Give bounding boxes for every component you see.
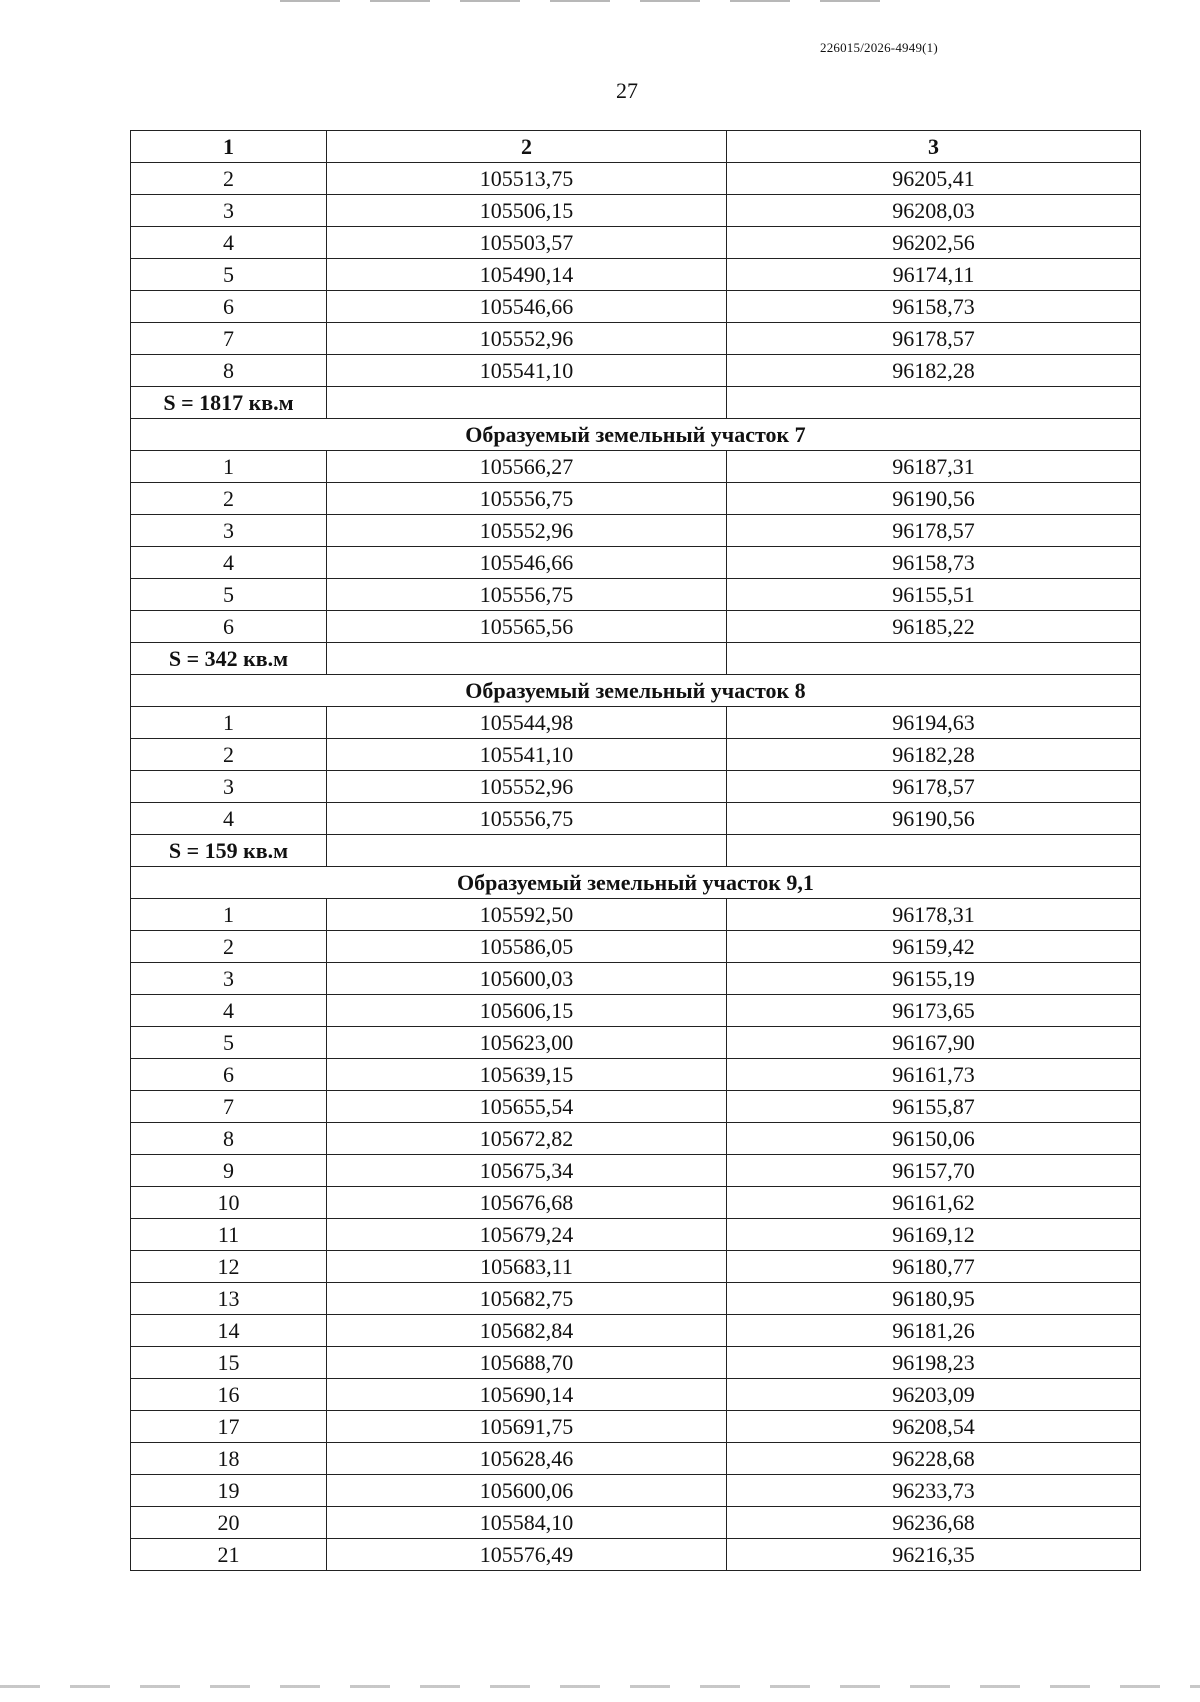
- table-row: [131, 483, 1141, 515]
- table-row: [131, 1091, 1141, 1123]
- point-number-cell: 5: [131, 1027, 327, 1059]
- table-row: [131, 1347, 1141, 1379]
- point-number-cell: 4: [131, 547, 327, 579]
- empty-cell: [327, 643, 727, 675]
- section-heading: Образуемый земельный участок 9,1: [131, 867, 1141, 899]
- table-row: [131, 1187, 1141, 1219]
- empty-cell: [727, 835, 1141, 867]
- x-coordinate-cell: 105565,56: [327, 611, 727, 643]
- y-coordinate-cell: 96185,22: [727, 611, 1141, 643]
- table-row: [131, 899, 1141, 931]
- x-coordinate-cell: 105690,14: [327, 1379, 727, 1411]
- table-row: [131, 1315, 1141, 1347]
- x-coordinate-cell: 105566,27: [327, 451, 727, 483]
- section-heading-row: [131, 867, 1141, 899]
- x-coordinate-cell: 105541,10: [327, 739, 727, 771]
- y-coordinate-cell: 96178,57: [727, 771, 1141, 803]
- point-number-cell: 17: [131, 1411, 327, 1443]
- point-number-cell: 6: [131, 291, 327, 323]
- x-coordinate-cell: 105556,75: [327, 579, 727, 611]
- point-number-cell: 2: [131, 483, 327, 515]
- x-coordinate-cell: 105623,00: [327, 1027, 727, 1059]
- x-coordinate-cell: 105546,66: [327, 291, 727, 323]
- table-row: [131, 771, 1141, 803]
- area-row: [131, 387, 1141, 419]
- table-row: [131, 1155, 1141, 1187]
- x-coordinate-cell: 105600,03: [327, 963, 727, 995]
- y-coordinate-cell: 96203,09: [727, 1379, 1141, 1411]
- x-coordinate-cell: 105541,10: [327, 355, 727, 387]
- y-coordinate-cell: 96233,73: [727, 1475, 1141, 1507]
- point-number-cell: 8: [131, 355, 327, 387]
- x-coordinate-cell: 105672,82: [327, 1123, 727, 1155]
- y-coordinate-cell: 96178,31: [727, 899, 1141, 931]
- area-value-cell: S = 159 кв.м: [131, 835, 327, 867]
- point-number-cell: 5: [131, 259, 327, 291]
- point-number-cell: 8: [131, 1123, 327, 1155]
- coordinates-table: [130, 130, 1141, 1571]
- point-number-cell: 1: [131, 899, 327, 931]
- point-number-cell: 10: [131, 1187, 327, 1219]
- x-coordinate-cell: 105682,75: [327, 1283, 727, 1315]
- table-row: [131, 195, 1141, 227]
- x-coordinate-cell: 105506,15: [327, 195, 727, 227]
- table-row: [131, 1283, 1141, 1315]
- point-number-cell: 4: [131, 227, 327, 259]
- x-coordinate-cell: 105552,96: [327, 515, 727, 547]
- empty-cell: [727, 387, 1141, 419]
- point-number-cell: 19: [131, 1475, 327, 1507]
- section-heading: Образуемый земельный участок 7: [131, 419, 1141, 451]
- y-coordinate-cell: 96173,65: [727, 995, 1141, 1027]
- y-coordinate-cell: 96155,87: [727, 1091, 1141, 1123]
- coordinates-table-body: [131, 131, 1141, 1571]
- table-row: [131, 1411, 1141, 1443]
- point-number-cell: 20: [131, 1507, 327, 1539]
- table-row: [131, 1027, 1141, 1059]
- x-coordinate-cell: 105606,15: [327, 995, 727, 1027]
- table-row: [131, 963, 1141, 995]
- table-row: [131, 515, 1141, 547]
- y-coordinate-cell: 96236,68: [727, 1507, 1141, 1539]
- point-number-cell: 4: [131, 803, 327, 835]
- x-coordinate-cell: 105592,50: [327, 899, 727, 931]
- point-number-cell: 15: [131, 1347, 327, 1379]
- x-coordinate-cell: 105556,75: [327, 483, 727, 515]
- y-coordinate-cell: 96190,56: [727, 803, 1141, 835]
- point-number-cell: 6: [131, 611, 327, 643]
- header-cell-point: 1: [131, 131, 327, 163]
- y-coordinate-cell: 96208,54: [727, 1411, 1141, 1443]
- y-coordinate-cell: 96155,19: [727, 963, 1141, 995]
- y-coordinate-cell: 96182,28: [727, 355, 1141, 387]
- y-coordinate-cell: 96178,57: [727, 515, 1141, 547]
- table-row: [131, 611, 1141, 643]
- x-coordinate-cell: 105691,75: [327, 1411, 727, 1443]
- area-row: [131, 835, 1141, 867]
- table-row: [131, 1219, 1141, 1251]
- y-coordinate-cell: 96158,73: [727, 547, 1141, 579]
- table-row: [131, 1059, 1141, 1091]
- point-number-cell: 3: [131, 771, 327, 803]
- x-coordinate-cell: 105544,98: [327, 707, 727, 739]
- y-coordinate-cell: 96157,70: [727, 1155, 1141, 1187]
- y-coordinate-cell: 96187,31: [727, 451, 1141, 483]
- section-heading-row: [131, 419, 1141, 451]
- x-coordinate-cell: 105688,70: [327, 1347, 727, 1379]
- point-number-cell: 3: [131, 963, 327, 995]
- point-number-cell: 12: [131, 1251, 327, 1283]
- y-coordinate-cell: 96169,12: [727, 1219, 1141, 1251]
- x-coordinate-cell: 105600,06: [327, 1475, 727, 1507]
- x-coordinate-cell: 105676,68: [327, 1187, 727, 1219]
- empty-cell: [327, 387, 727, 419]
- x-coordinate-cell: 105552,96: [327, 771, 727, 803]
- y-coordinate-cell: 96174,11: [727, 259, 1141, 291]
- x-coordinate-cell: 105576,49: [327, 1539, 727, 1571]
- x-coordinate-cell: 105503,57: [327, 227, 727, 259]
- x-coordinate-cell: 105513,75: [327, 163, 727, 195]
- point-number-cell: 13: [131, 1283, 327, 1315]
- point-number-cell: 2: [131, 163, 327, 195]
- table-row: [131, 931, 1141, 963]
- empty-cell: [327, 835, 727, 867]
- area-row: [131, 643, 1141, 675]
- y-coordinate-cell: 96167,90: [727, 1027, 1141, 1059]
- table-row: [131, 451, 1141, 483]
- section-heading: Образуемый земельный участок 8: [131, 675, 1141, 707]
- point-number-cell: 3: [131, 195, 327, 227]
- page-number: 27: [616, 78, 638, 103]
- x-coordinate-cell: 105628,46: [327, 1443, 727, 1475]
- table-header-row: [131, 131, 1141, 163]
- y-coordinate-cell: 96198,23: [727, 1347, 1141, 1379]
- y-coordinate-cell: 96190,56: [727, 483, 1141, 515]
- point-number-cell: 1: [131, 707, 327, 739]
- table-row: [131, 355, 1141, 387]
- table-row: [131, 291, 1141, 323]
- table-row: [131, 163, 1141, 195]
- header-cell-x: 2: [327, 131, 727, 163]
- point-number-cell: 16: [131, 1379, 327, 1411]
- point-number-cell: 11: [131, 1219, 327, 1251]
- table-row: [131, 323, 1141, 355]
- table-row: [131, 1379, 1141, 1411]
- area-value-cell: S = 1817 кв.м: [131, 387, 327, 419]
- table-row: [131, 579, 1141, 611]
- table-row: [131, 1539, 1141, 1571]
- area-value-cell: S = 342 кв.м: [131, 643, 327, 675]
- y-coordinate-cell: 96182,28: [727, 739, 1141, 771]
- table-row: [131, 1443, 1141, 1475]
- point-number-cell: 18: [131, 1443, 327, 1475]
- y-coordinate-cell: 96158,73: [727, 291, 1141, 323]
- y-coordinate-cell: 96180,77: [727, 1251, 1141, 1283]
- y-coordinate-cell: 96205,41: [727, 163, 1141, 195]
- y-coordinate-cell: 96181,26: [727, 1315, 1141, 1347]
- point-number-cell: 2: [131, 739, 327, 771]
- y-coordinate-cell: 96180,95: [727, 1283, 1141, 1315]
- table-row: [131, 1507, 1141, 1539]
- y-coordinate-cell: 96194,63: [727, 707, 1141, 739]
- point-number-cell: 1: [131, 451, 327, 483]
- table-row: [131, 1251, 1141, 1283]
- header-cell-y: 3: [727, 131, 1141, 163]
- section-heading-row: [131, 675, 1141, 707]
- y-coordinate-cell: 96161,73: [727, 1059, 1141, 1091]
- x-coordinate-cell: 105675,34: [327, 1155, 727, 1187]
- y-coordinate-cell: 96216,35: [727, 1539, 1141, 1571]
- point-number-cell: 7: [131, 323, 327, 355]
- y-coordinate-cell: 96161,62: [727, 1187, 1141, 1219]
- point-number-cell: 3: [131, 515, 327, 547]
- table-row: [131, 259, 1141, 291]
- x-coordinate-cell: 105586,05: [327, 931, 727, 963]
- table-row: [131, 227, 1141, 259]
- point-number-cell: 5: [131, 579, 327, 611]
- point-number-cell: 21: [131, 1539, 327, 1571]
- y-coordinate-cell: 96159,42: [727, 931, 1141, 963]
- scan-bottom-edge: [0, 1685, 1200, 1688]
- y-coordinate-cell: 96178,57: [727, 323, 1141, 355]
- x-coordinate-cell: 105490,14: [327, 259, 727, 291]
- point-number-cell: 2: [131, 931, 327, 963]
- x-coordinate-cell: 105552,96: [327, 323, 727, 355]
- table-row: [131, 547, 1141, 579]
- x-coordinate-cell: 105584,10: [327, 1507, 727, 1539]
- x-coordinate-cell: 105639,15: [327, 1059, 727, 1091]
- table-row: [131, 1475, 1141, 1507]
- y-coordinate-cell: 96150,06: [727, 1123, 1141, 1155]
- point-number-cell: 6: [131, 1059, 327, 1091]
- x-coordinate-cell: 105679,24: [327, 1219, 727, 1251]
- table-row: [131, 995, 1141, 1027]
- y-coordinate-cell: 96208,03: [727, 195, 1141, 227]
- point-number-cell: 7: [131, 1091, 327, 1123]
- empty-cell: [727, 643, 1141, 675]
- x-coordinate-cell: 105546,66: [327, 547, 727, 579]
- table-row: [131, 803, 1141, 835]
- x-coordinate-cell: 105556,75: [327, 803, 727, 835]
- y-coordinate-cell: 96155,51: [727, 579, 1141, 611]
- x-coordinate-cell: 105682,84: [327, 1315, 727, 1347]
- point-number-cell: 9: [131, 1155, 327, 1187]
- y-coordinate-cell: 96228,68: [727, 1443, 1141, 1475]
- table-row: [131, 707, 1141, 739]
- document-number: 226015/2026-4949(1): [820, 40, 938, 55]
- point-number-cell: 4: [131, 995, 327, 1027]
- x-coordinate-cell: 105683,11: [327, 1251, 727, 1283]
- table-row: [131, 1123, 1141, 1155]
- point-number-cell: 14: [131, 1315, 327, 1347]
- table-row: [131, 739, 1141, 771]
- scan-top-edge: [280, 0, 900, 2]
- y-coordinate-cell: 96202,56: [727, 227, 1141, 259]
- x-coordinate-cell: 105655,54: [327, 1091, 727, 1123]
